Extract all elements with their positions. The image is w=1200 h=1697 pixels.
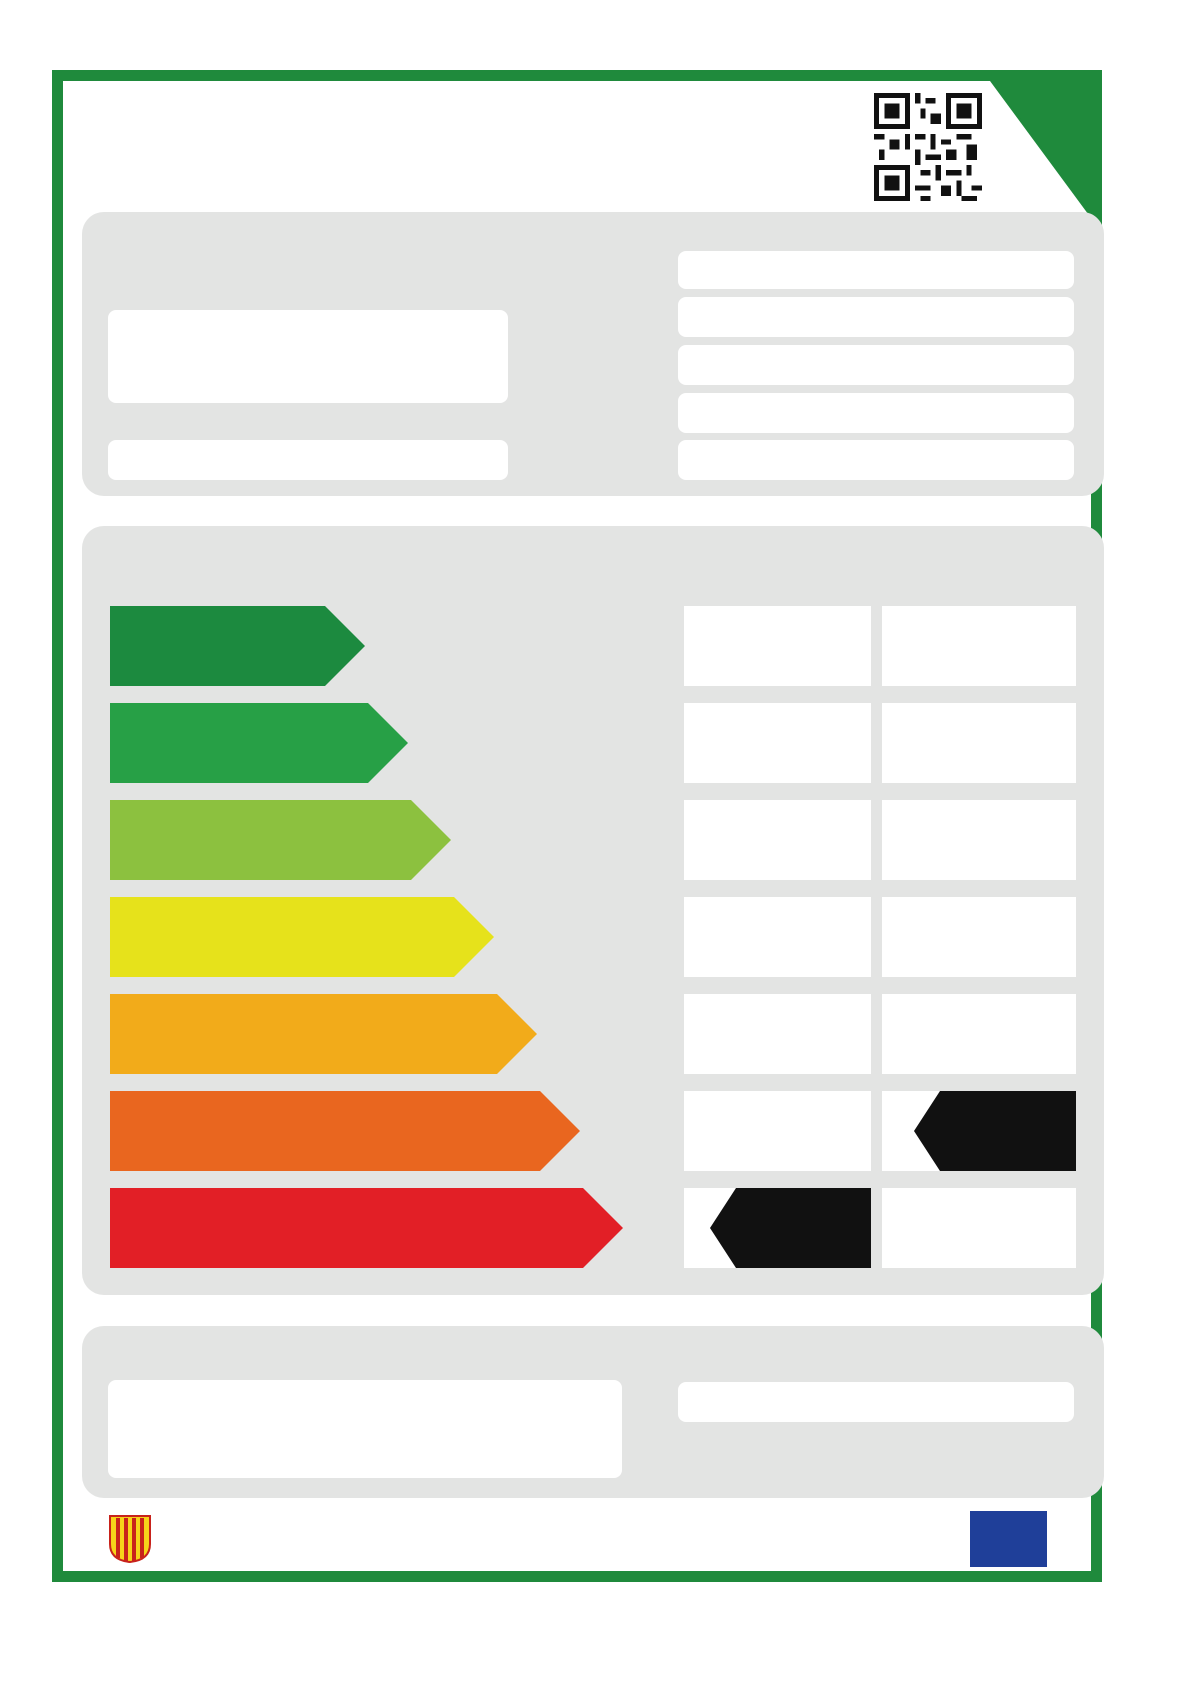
cp-field <box>678 393 1074 433</box>
rating-arrow-g <box>110 1188 623 1268</box>
emisiones-cell <box>882 897 1076 977</box>
municipio-field <box>678 345 1074 385</box>
emisiones-cell <box>882 800 1076 880</box>
emisiones-cell <box>882 703 1076 783</box>
rating-arrow-a <box>110 606 365 686</box>
rating-arrow-d <box>110 897 494 977</box>
emisiones-cell <box>882 606 1076 686</box>
rating-arrow-e <box>110 994 537 1074</box>
consumo-cell <box>684 994 871 1074</box>
autonoma-field <box>678 440 1074 480</box>
tipo-field <box>678 251 1074 289</box>
eu-flag-icon <box>970 1511 1047 1567</box>
qr-code-icon <box>874 93 982 201</box>
rating-arrow-b <box>110 703 408 783</box>
emisiones-badge <box>914 1091 1076 1171</box>
valido-field <box>678 1382 1074 1422</box>
consumo-cell <box>684 800 871 880</box>
registro-field <box>108 1380 622 1478</box>
consumo-cell <box>684 1091 871 1171</box>
consumo-cell <box>684 897 871 977</box>
direccion-field <box>678 297 1074 337</box>
rating-arrow-f <box>110 1091 580 1171</box>
catalonia-logo-icon <box>108 1514 152 1564</box>
emisiones-cell <box>882 994 1076 1074</box>
consumo-cell <box>684 703 871 783</box>
rating-arrow-c <box>110 800 451 880</box>
consumo-cell <box>684 606 871 686</box>
consumo-badge <box>710 1188 871 1268</box>
normativa-field <box>108 310 508 403</box>
emisiones-cell <box>882 1188 1076 1268</box>
catastral-field <box>108 440 508 480</box>
